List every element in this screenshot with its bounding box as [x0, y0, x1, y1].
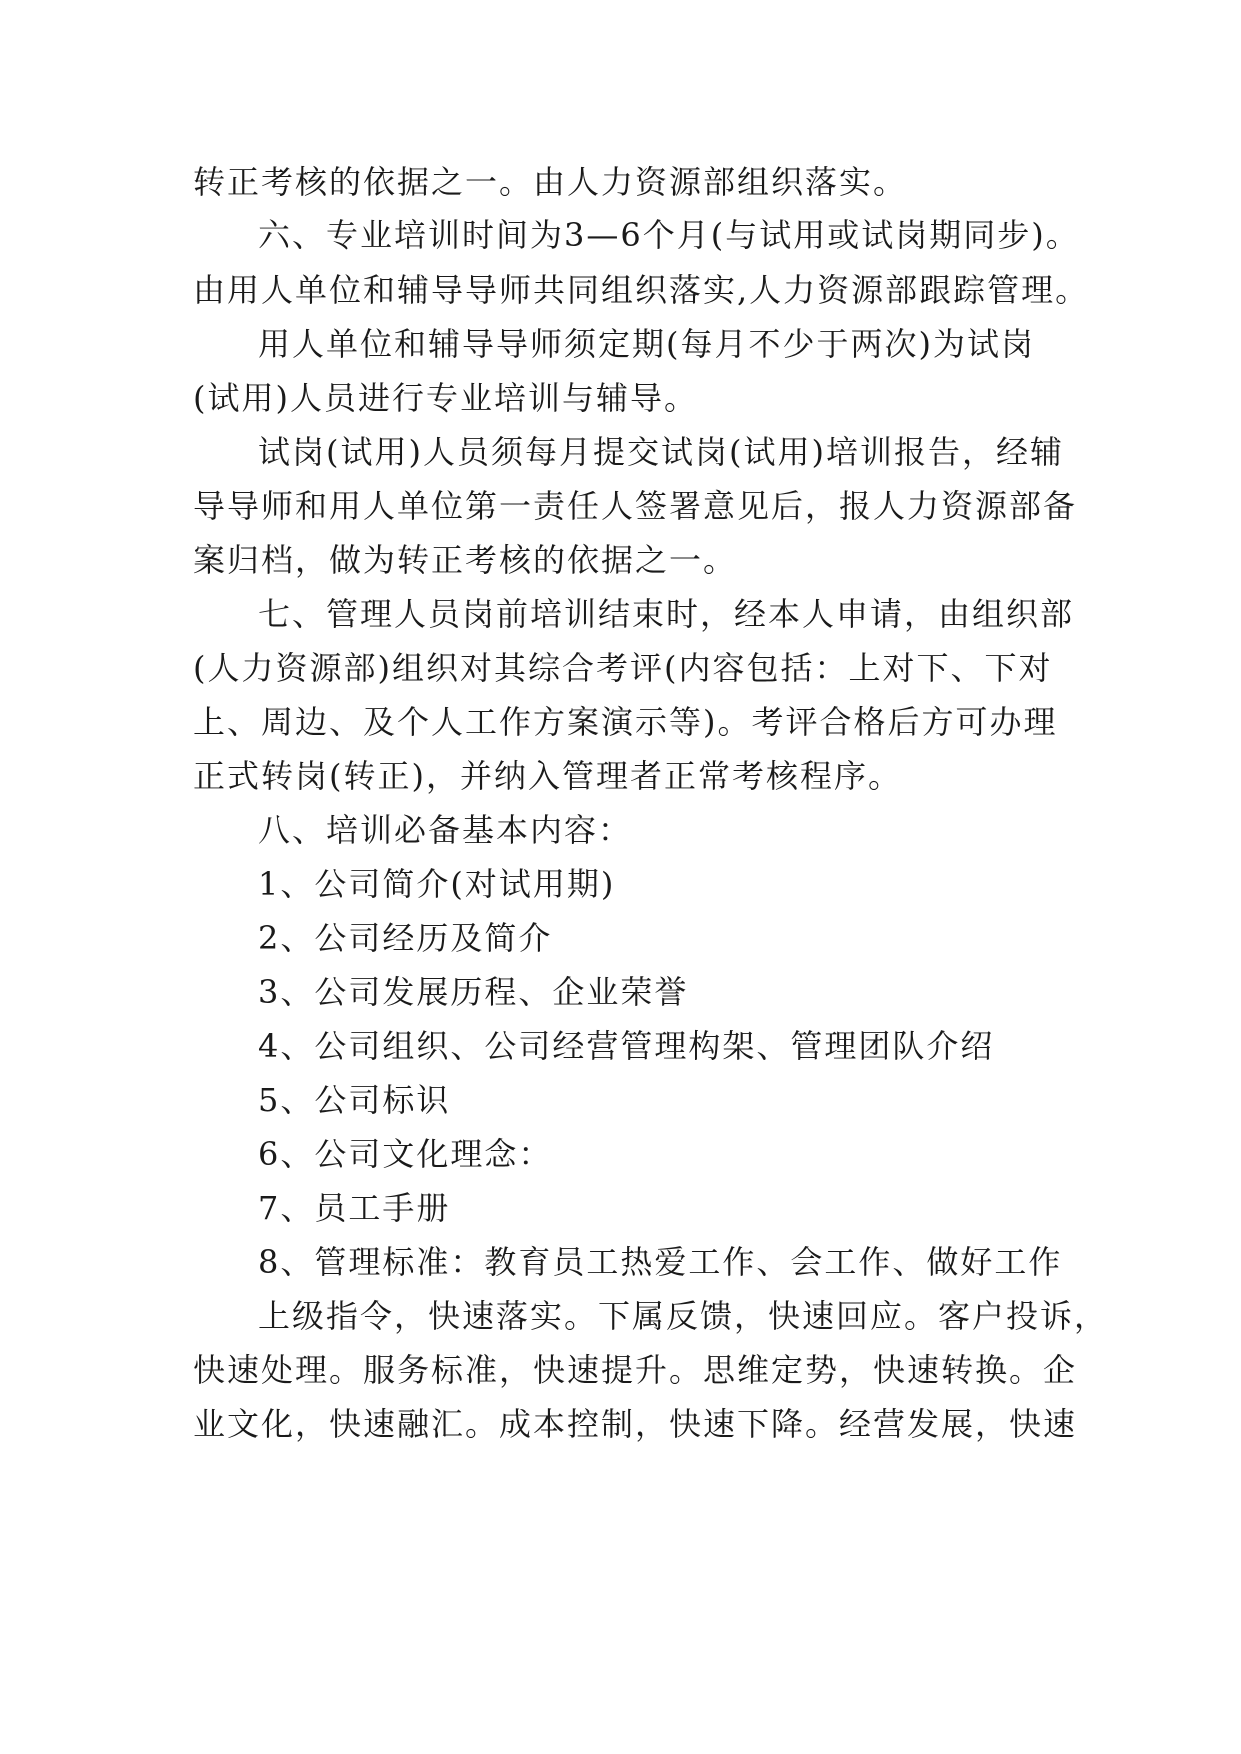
- text-line: (试用)人员进行专业培训与辅导。: [193, 379, 698, 417]
- text-line: 快速处理。服务标准，快速提升。思维定势，快速转换。企: [193, 1351, 1078, 1389]
- text-line: 试岗(试用)人员须每月提交试岗(试用)培训报告，经辅: [258, 433, 1064, 471]
- text-line: 案归档，做为转正考核的依据之一。: [193, 541, 738, 579]
- text-line: 六、专业培训时间为3—6个月(与试用或试岗期同步)。: [258, 216, 1080, 254]
- text-line: 6、公司文化理念：: [258, 1135, 553, 1173]
- text-line: 上、周边、及个人工作方案演示等)。考评合格后方可办理: [193, 703, 1058, 741]
- text-line: (人力资源部)组织对其综合考评(内容包括：上对下、下对: [193, 649, 1053, 687]
- text-line: 7、员工手册: [258, 1189, 451, 1227]
- text-line: 七、管理人员岗前培训结束时，经本人申请，由组织部: [258, 595, 1075, 633]
- text-line: 转正考核的依据之一。由人力资源部组织落实。: [193, 163, 908, 201]
- text-line: 8、管理标准：教育员工热爱工作、会工作、做好工作: [258, 1243, 1063, 1281]
- text-line: 八、培训必备基本内容：: [258, 811, 633, 849]
- text-line: 5、公司标识: [258, 1081, 451, 1119]
- text-line: 由用人单位和辅导导师共同组织落实,人力资源部跟踪管理。: [193, 271, 1090, 309]
- text-line: 用人单位和辅导导师须定期(每月不少于两次)为试岗: [258, 325, 1035, 363]
- text-line: 3、公司发展历程、企业荣誉: [258, 973, 689, 1011]
- text-line: 2、公司经历及简介: [258, 919, 553, 957]
- text-line: 1、公司简介(对试用期): [258, 865, 616, 903]
- text-line: 上级指令，快速落实。下属反馈，快速回应。客户投诉，: [258, 1297, 1109, 1335]
- text-line: 4、公司组织、公司经营管理构架、管理团队介绍: [258, 1027, 995, 1065]
- text-line: 业文化，快速融汇。成本控制，快速下降。经营发展，快速: [193, 1405, 1078, 1443]
- text-line: 导导师和用人单位第一责任人签署意见后，报人力资源部备: [193, 487, 1078, 525]
- text-line: 正式转岗(转正)，并纳入管理者正常考核程序。: [193, 757, 902, 795]
